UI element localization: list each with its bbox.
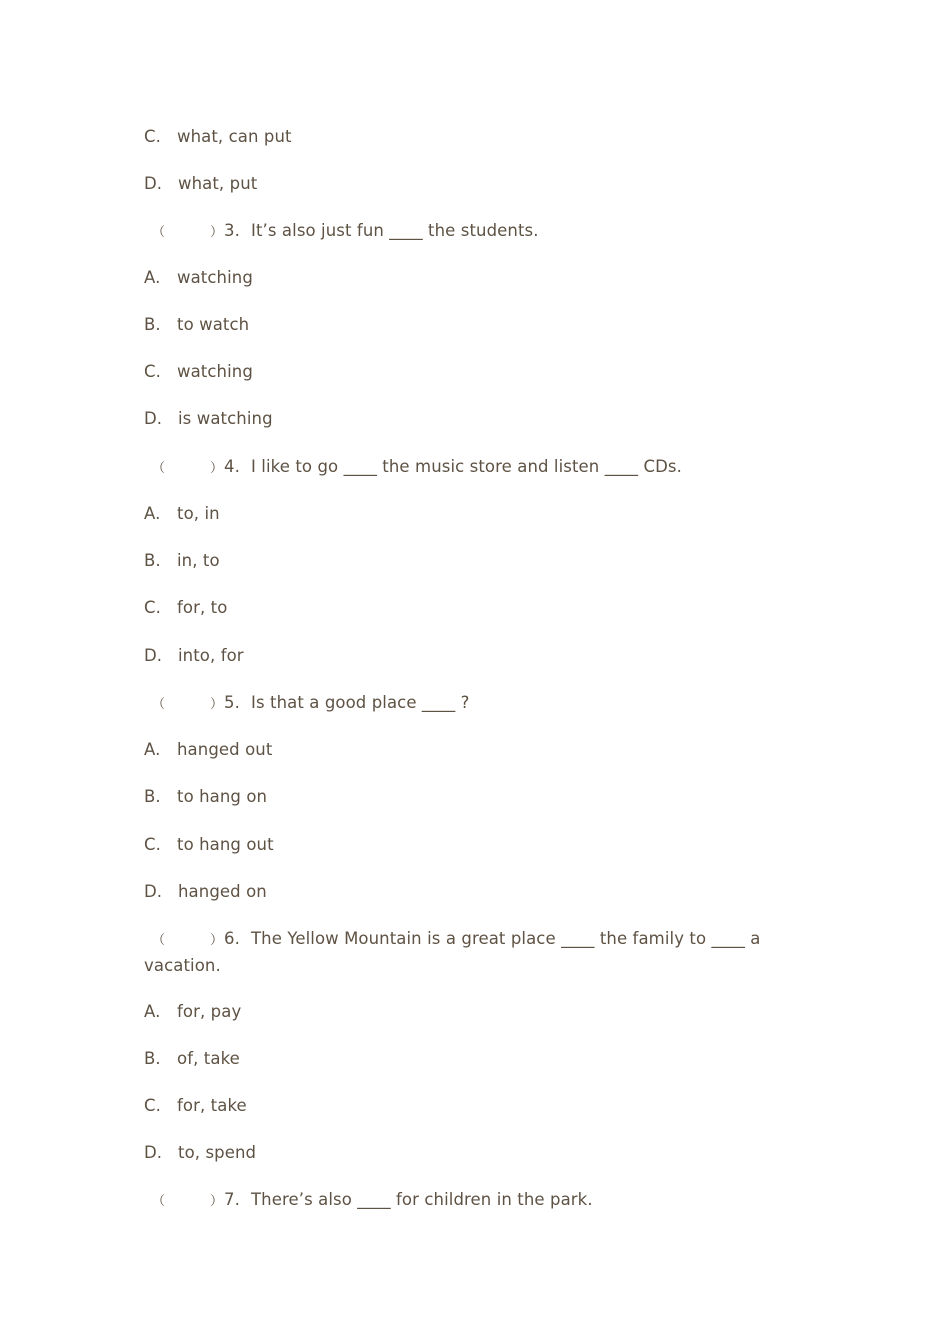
option-line [144, 1140, 784, 1165]
option-text: watching [177, 268, 253, 287]
option-letter: D. [144, 174, 163, 193]
option-text: to watch [177, 315, 250, 334]
answer-bracket-close: ） [210, 1194, 224, 1209]
option-letter: A. [144, 740, 161, 759]
option-text: hanged out [177, 740, 273, 759]
option-text: in, to [177, 551, 220, 570]
question-line [144, 926, 784, 978]
question-number: 6. [224, 929, 240, 948]
option-text: what, can put [177, 127, 292, 146]
option-text: to, in [177, 504, 220, 523]
option-letter: D. [144, 646, 163, 665]
answer-bracket-close: ） [210, 933, 224, 948]
option-letter: B. [144, 551, 161, 570]
option-text: to hang on [177, 787, 268, 806]
option-text: to hang out [177, 835, 274, 854]
option-line [144, 1093, 784, 1118]
option-line [144, 879, 784, 904]
option-letter: A. [144, 504, 161, 523]
option-line [144, 643, 784, 668]
question-line [144, 690, 784, 717]
option-letter: D. [144, 882, 163, 901]
option-line [144, 124, 784, 149]
question-line [144, 218, 784, 245]
option-line [144, 171, 784, 196]
option-line [144, 784, 784, 809]
option-line [144, 406, 784, 431]
option-line [144, 737, 784, 762]
option-line [144, 312, 784, 337]
option-letter: C. [144, 362, 161, 381]
question-number: 4. [224, 457, 240, 476]
option-line [144, 359, 784, 384]
question-text: Is that a good place ____ ? [251, 693, 470, 712]
answer-bracket-close: ） [210, 461, 224, 476]
question-text: There’s also ____ for children in the park. [251, 1190, 593, 1209]
option-letter: C. [144, 127, 161, 146]
option-letter: C. [144, 598, 161, 617]
option-text: of, take [177, 1049, 240, 1068]
option-letter: C. [144, 835, 161, 854]
option-letter: A. [144, 268, 161, 287]
option-text: what, put [178, 174, 258, 193]
answer-bracket-open: （ [152, 1194, 166, 1209]
answer-bracket-close: ） [210, 697, 224, 712]
option-text: for, to [177, 598, 228, 617]
question-text: The Yellow Mountain is a great place ____ the family to ____ a vacation. [144, 929, 761, 975]
option-letter: B. [144, 1049, 161, 1068]
option-letter: B. [144, 315, 161, 334]
option-letter: A. [144, 1002, 161, 1021]
option-letter: C. [144, 1096, 161, 1115]
option-line [144, 501, 784, 526]
option-text: for, take [177, 1096, 247, 1115]
answer-bracket-open: （ [152, 697, 166, 712]
option-text: for, pay [177, 1002, 242, 1021]
option-line [144, 832, 784, 857]
option-letter: D. [144, 409, 163, 428]
option-letter: D. [144, 1143, 163, 1162]
question-number: 7. [224, 1190, 240, 1209]
option-text: into, for [178, 646, 244, 665]
option-text: hanged on [178, 882, 267, 901]
question-number: 3. [224, 221, 240, 240]
question-line [144, 454, 784, 481]
option-letter: B. [144, 787, 161, 806]
question-text: It’s also just fun ____ the students. [251, 221, 539, 240]
question-number: 5. [224, 693, 240, 712]
option-line [144, 595, 784, 620]
question-text: I like to go ____ the music store and listen ____ CDs. [251, 457, 682, 476]
option-text: watching [177, 362, 253, 381]
option-line [144, 999, 784, 1024]
answer-bracket-close: ） [210, 225, 224, 240]
option-line [144, 1046, 784, 1071]
answer-bracket-open: （ [152, 225, 166, 240]
question-line [144, 1187, 784, 1214]
option-line [144, 548, 784, 573]
option-text: is watching [178, 409, 273, 428]
option-line [144, 265, 784, 290]
answer-bracket-open: （ [152, 461, 166, 476]
option-text: to, spend [178, 1143, 257, 1162]
answer-bracket-open: （ [152, 933, 166, 948]
